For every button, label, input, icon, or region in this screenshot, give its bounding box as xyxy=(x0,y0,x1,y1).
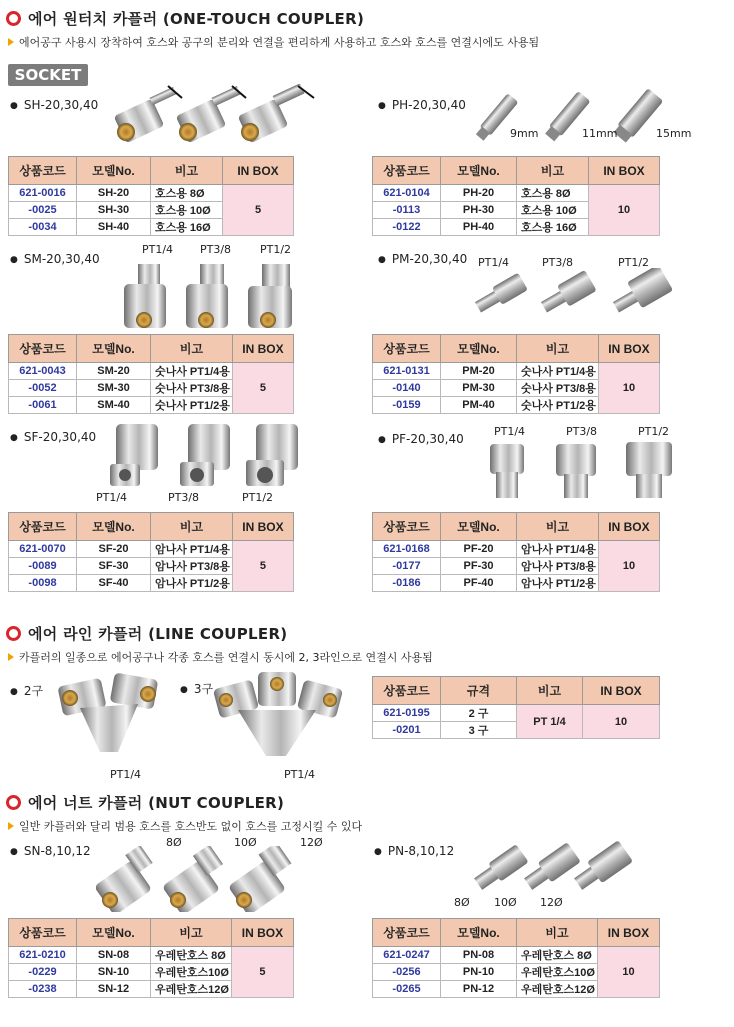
table-row: 621-0043 SM-20 숫나사 PT1/4용 5 xyxy=(9,363,294,380)
group-title-sn: ● SN-8,10,12 xyxy=(10,844,91,858)
table-row: 621-0195 2 구 PT 1/4 10 xyxy=(373,705,660,722)
sh-spec-table xyxy=(8,156,294,236)
pf-thread-label: PT3/8 xyxy=(566,425,598,438)
header-remark: 비고 xyxy=(151,157,223,185)
pm-thread-label: PT3/8 xyxy=(542,256,574,269)
table-row: -0186 PF-40 암나사 PT1/2용 xyxy=(373,575,660,592)
line-coupler-2port-image xyxy=(56,668,166,764)
inbox-value: 10 xyxy=(583,705,660,739)
inbox-value: 10 xyxy=(597,947,659,998)
bullet-arrow-icon xyxy=(8,38,14,46)
table-row: 621-0016 SH-20 호스용 8Ø 5 xyxy=(9,185,294,202)
table-row: -0098 SF-40 암나사 PT1/2용 xyxy=(9,575,294,592)
ph-size-label: 9mm xyxy=(510,127,539,140)
sf-spec-table: 상품코드 모델No. 비고 IN BOX 621-0070 SF-20 암나사 PT1/4용 5 -0089 SF-30 암나사 PT3/8용 -0098 SF-40 암나사 PT1/2용 xyxy=(8,512,294,592)
sn-couplers-image xyxy=(96,846,316,912)
table-row: -0140 PM-30 숫나사 PT3/8용 xyxy=(373,380,660,397)
pn-plugs-image xyxy=(470,840,670,900)
table-row: 621-0168 PF-20 암나사 PT1/4용 10 xyxy=(373,541,660,558)
sf-thread-label: PT3/8 xyxy=(168,491,200,504)
bullet-arrow-icon xyxy=(8,822,14,830)
sn-size-label: 12Ø xyxy=(300,836,323,849)
group-title-ph: ● PH-20,30,40 xyxy=(378,98,466,112)
bullet-arrow-icon xyxy=(8,653,14,661)
inbox-value: 10 xyxy=(598,541,659,592)
socket-label: SOCKET xyxy=(8,64,88,86)
ring-icon xyxy=(6,11,21,26)
pn-size-label: 12Ø xyxy=(540,896,563,909)
table-row: -0052 SM-30 숫나사 PT3/8용 xyxy=(9,380,294,397)
pf-thread-label: PT1/4 xyxy=(494,425,526,438)
section-title-line-coupler: 에어 라인 카플러 (LINE COUPLER) xyxy=(6,623,287,644)
sn-spec-table: 상품코드 모델No. 비고 IN BOX 621-0210 SN-08 우레탄호스 8Ø 5 -0229 SN-10 우레탄호스10Ø -0238 SN-12 우레탄호스12Ø xyxy=(8,918,294,998)
table-row: 621-0070 SF-20 암나사 PT1/4용 5 xyxy=(9,541,294,558)
table-row: 621-0210 SN-08 우레탄호스 8Ø 5 xyxy=(9,947,294,964)
table-row: 621-0104 PH-20 호스용 8Ø 10 xyxy=(373,185,660,202)
table-row: -0177 PF-30 암나사 PT3/8용 xyxy=(373,558,660,575)
sm-thread-label: PT1/2 xyxy=(260,243,292,256)
table-row: -0089 SF-30 암나사 PT3/8용 xyxy=(9,558,294,575)
line-spec-table: 상품코드 규격 비고 IN BOX 621-0195 2 구 PT 1/4 10 -0201 3 구 xyxy=(372,676,660,739)
table-row: -0201 3 구 xyxy=(373,722,660,739)
group-title-sf: ● SF-20,30,40 xyxy=(10,430,96,444)
inbox-value: 10 xyxy=(589,185,660,236)
pf-thread-label: PT1/2 xyxy=(638,425,670,438)
group-title-pn: ● PN-8,10,12 xyxy=(374,844,454,858)
ring-icon xyxy=(6,626,21,641)
table-row: -0238 SN-12 우레탄호스12Ø xyxy=(9,981,294,998)
sm-thread-label: PT3/8 xyxy=(200,243,232,256)
pm-thread-label: PT1/4 xyxy=(478,256,510,269)
sf-thread-label: PT1/2 xyxy=(242,491,274,504)
header-model: 모델No. xyxy=(77,157,151,185)
group-title-sh: ● SH-20,30,40 xyxy=(10,98,98,112)
section-title-one-touch: 에어 원터치 카플러 (ONE-TOUCH COUPLER) xyxy=(6,8,364,29)
section-desc-nut-coupler: 일반 카플러와 달리 범용 호스를 호스반도 없이 호스를 고정시킬 수 있다 xyxy=(8,818,362,834)
table-row: -0113 PH-30 호스용 10Ø xyxy=(373,202,660,219)
sn-size-label: 10Ø xyxy=(234,836,257,849)
table-row: -0256 PN-10 우레탄호스10Ø xyxy=(373,964,660,981)
line-remark-value: PT 1/4 xyxy=(517,705,583,739)
table-row: -0159 PM-40 숫나사 PT1/2용 xyxy=(373,397,660,414)
inbox-value: 5 xyxy=(223,185,294,236)
ph-plugs-image xyxy=(470,88,690,154)
group-title-pf: ● PF-20,30,40 xyxy=(378,432,464,446)
section-desc-one-touch: 에어공구 사용시 장착하여 호스와 공구의 분리와 연결을 편리하게 사용하고 호스와 호스를 연결시에도 사용됨 xyxy=(8,34,539,50)
sh-sockets-image xyxy=(110,84,330,154)
section-desc-line-coupler: 카플러의 일종으로 에어공구나 각종 호스를 연결시 동시에 2, 3라인으로 연결시 사용됨 xyxy=(8,649,433,665)
group-title-3port: ● 3구 xyxy=(180,680,213,697)
table-row: -0229 SN-10 우레탄호스10Ø xyxy=(9,964,294,981)
header-code: 상품코드 xyxy=(9,157,77,185)
table-row: 621-0131 PM-20 숫나사 PT1/4용 10 xyxy=(373,363,660,380)
table-row: -0061 SM-40 숫나사 PT1/2용 xyxy=(9,397,294,414)
line-3port-thread-label: PT1/4 xyxy=(284,768,316,781)
pm-spec-table: 상품코드 모델No. 비고 IN BOX 621-0131 PM-20 숫나사 PT1/4용 10 -0140 PM-30 숫나사 PT3/8용 -0159 PM-40 숫나사 PT1/2용 xyxy=(372,334,660,414)
pm-plugs-image xyxy=(468,268,688,328)
ring-icon xyxy=(6,795,21,810)
inbox-value: 5 xyxy=(232,541,293,592)
sf-sockets-image xyxy=(96,420,316,490)
inbox-value: 5 xyxy=(231,947,293,998)
table-row: -0034 SH-40 호스용 16Ø xyxy=(9,219,294,236)
sf-thread-label: PT1/4 xyxy=(96,491,128,504)
header-inbox: IN BOX xyxy=(223,157,294,185)
pm-thread-label: PT1/2 xyxy=(618,256,650,269)
sm-thread-label: PT1/4 xyxy=(142,243,174,256)
ph-spec-table: 상품코드 모델No. 비고 IN BOX 621-0104 PH-20 호스용 8Ø 10 -0113 PH-30 호스용 10Ø -0122 PH-40 호스용 16Ø xyxy=(372,156,660,236)
pf-plugs-image xyxy=(470,440,690,502)
section-title-nut-coupler: 에어 너트 카플러 (NUT COUPLER) xyxy=(6,792,284,813)
group-title-pm: ● PM-20,30,40 xyxy=(378,252,467,266)
line-coupler-3port-image xyxy=(212,670,342,768)
inbox-value: 10 xyxy=(598,363,659,414)
pn-spec-table: 상품코드 모델No. 비고 IN BOX 621-0247 PN-08 우레탄호스 8Ø 10 -0256 PN-10 우레탄호스10Ø -0265 PN-12 우레탄호스12Ø xyxy=(372,918,660,998)
table-row: -0265 PN-12 우레탄호스12Ø xyxy=(373,981,660,998)
group-title-sm: ● SM-20,30,40 xyxy=(10,252,100,266)
pf-spec-table: 상품코드 모델No. 비고 IN BOX 621-0168 PF-20 암나사 PT1/4용 10 -0177 PF-30 암나사 PT3/8용 -0186 PF-40 암나사 PT1/2용 xyxy=(372,512,660,592)
sm-spec-table: 상품코드 모델No. 비고 IN BOX 621-0043 SM-20 숫나사 PT1/4용 5 -0052 SM-30 숫나사 PT3/8용 -0061 SM-40 숫나사 PT1/2용 xyxy=(8,334,294,414)
ph-size-label: 11mm xyxy=(582,127,618,140)
group-title-2port: ● 2구 xyxy=(10,682,43,699)
inbox-value: 5 xyxy=(232,363,293,414)
line-2port-thread-label: PT1/4 xyxy=(110,768,142,781)
pn-size-label: 8Ø xyxy=(454,896,470,909)
pn-size-label: 10Ø xyxy=(494,896,517,909)
table-row: -0025 SH-30 호스용 10Ø xyxy=(9,202,294,219)
table-row: 621-0247 PN-08 우레탄호스 8Ø 10 xyxy=(373,947,660,964)
sn-size-label: 8Ø xyxy=(166,836,182,849)
ph-size-label: 15mm xyxy=(656,127,692,140)
sm-sockets-image xyxy=(108,258,308,332)
table-row: -0122 PH-40 호스용 16Ø xyxy=(373,219,660,236)
